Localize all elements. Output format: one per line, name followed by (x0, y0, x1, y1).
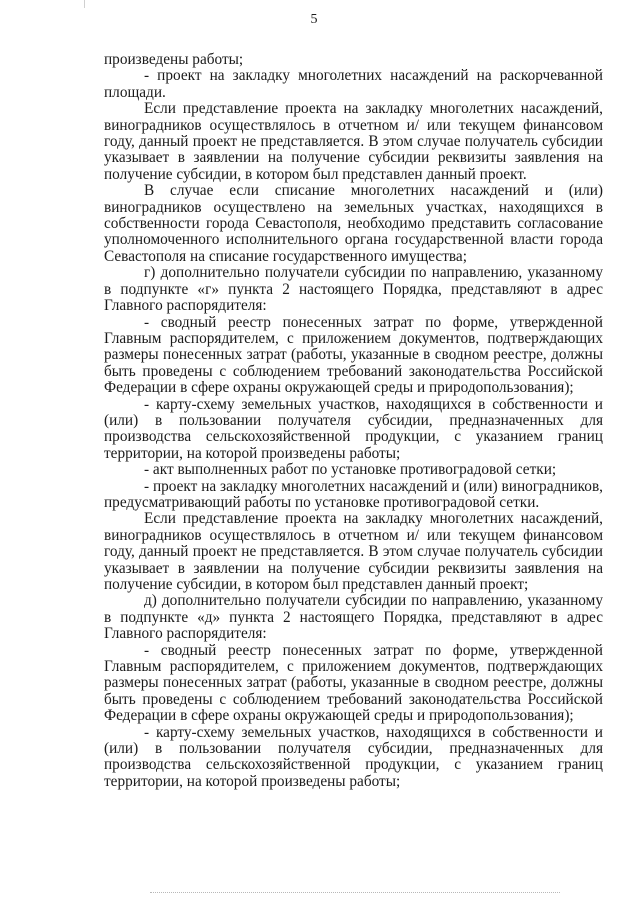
scan-bottom-rule (150, 892, 560, 893)
list-item: - сводный реестр понесенных затрат по форме, утвержденной Главным распорядителем, с приложением документов, подтверждающих размеры понесенных затрат (работы, указанные в сводном реестре, должны быть проведены с соблюдением требований законодательства Российской Федерации в сфере охраны окружающей среды и природопользования); (104, 313, 603, 397)
list-item: - проект на закладку многолетних насаждений и (или) виноградников, предусматривающий работы по установке противоградовой сетки. (104, 477, 603, 511)
list-item: - карту-схему земельных участков, находящихся в собственности и (или) в пользовании получателя субсидии, предназначенных для производства сельскохозяйственной продукции, с указанием границ территории, на которой произведены работы; (104, 395, 603, 462)
scan-edge-mark (84, 0, 85, 8)
paragraph: Если представление проекта на закладку многолетних насаждений, виноградников осуществлялось в отчетном и/ или текущем финансовом году, данный проект не представляется. В этом случае получатель субсидии указывает в заявлении на получение субсидии реквизиты заявления на получение субсидии, в котором был представлен данный проект; (104, 510, 603, 593)
paragraph: В случае если списание многолетних насаждений и (или) виноградников осуществлено на земельных участках, находящихся в собственности города Севастополя, необходимо представить согласование уполномоченного исполнительного органа государственной власти города Севастополя на списание государственного имущества; (104, 182, 603, 265)
list-item: - проект на закладку многолетних насаждений на раскорчеванной площади. (104, 67, 603, 101)
list-item: - акт выполненных работ по установке противоградовой сетки; (144, 461, 557, 479)
list-item: - сводный реестр понесенных затрат по форме, утвержденной Главным распорядителем, с приложением документов, подтверждающих размеры понесенных затрат (работы, указанные в сводном реестре, должны быть проведены с соблюдением требований законодательства Российской Федерации в сфере охраны окружающей среды и природопользования); (104, 641, 603, 725)
paragraph: Если представление проекта на закладку многолетних насаждений, виноградников осуществлялось в отчетном и/ или текущем финансовом году, данный проект не представляется. В этом случае получатель субсидии указывает в заявлении на получение субсидии реквизиты заявления на получение субсидии, в котором был представлен данный проект. (104, 100, 603, 183)
paragraph: произведены работы; (104, 51, 244, 68)
subsection-g: г) дополнительно получатели субсидии по направлению, указанному в подпункте «г» пункта 2 настоящего Порядка, представляют в адрес Главного распорядителя: (104, 264, 603, 315)
page-number: 5 (310, 12, 318, 27)
subsection-d: д) дополнительно получатели субсидии по направлению, указанному в подпункте «д» пункта 2 настоящего Порядка, представляют в адрес Главного распорядителя: (104, 592, 603, 643)
document-body (104, 52, 603, 790)
list-item: - карту-схему земельных участков, находящихся в собственности и (или) в пользовании получателя субсидии, предназначенных для производства сельскохозяйственной продукции, с указанием границ территории, на которой произведены работы; (104, 723, 603, 790)
